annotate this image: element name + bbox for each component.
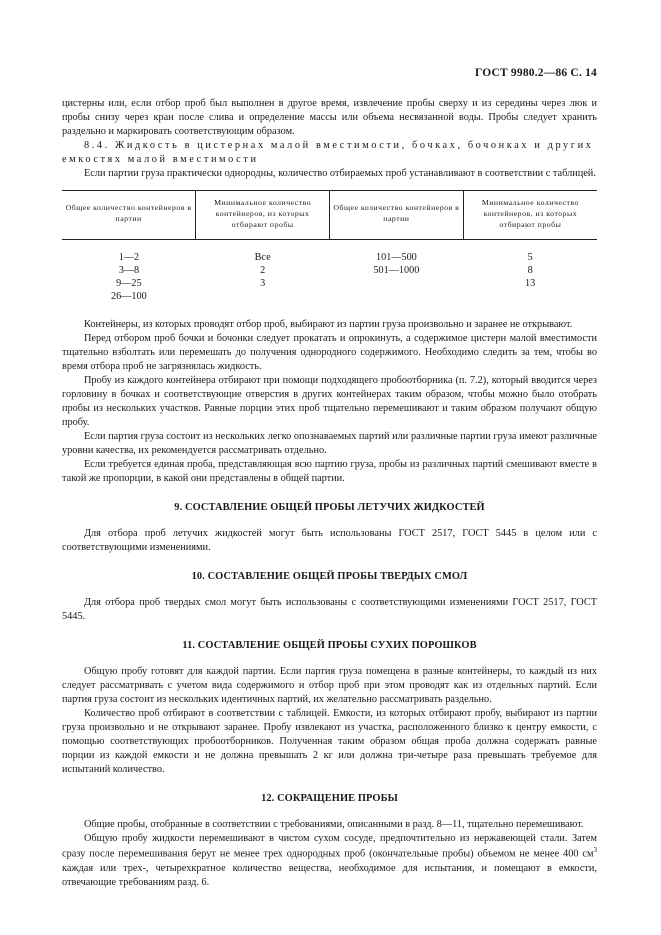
section-12-text: Общую пробу жидкости перемешивают в чистом сухом сосуде, предпочтительно из нержавеющей стали. Затем сразу после перемешивания берут не менее трех однородных проб (окончательные пробы) объемом не менее 400 см (62, 833, 597, 860)
section-12-paragraph (62, 832, 597, 889)
table-cell-col2 (196, 239, 330, 304)
table-value: 8 (527, 264, 533, 276)
paragraph: Контейнеры, из которых проводят отбор проб, выбирают из партии груза произвольно и заранее не открывают. (84, 318, 573, 330)
table-value: 501—1000 (373, 264, 420, 276)
table-cell-col1 (62, 239, 196, 304)
section-9-heading: 9. СОСТАВЛЕНИЕ ОБЩЕЙ ПРОБЫ ЛЕТУЧИХ ЖИДКОСТЕЙ (174, 501, 485, 513)
section-10-paragraph: Для отбора проб твердых смол могут быть использованы с соответствующими изменениями ГОСТ 2517, ГОСТ 5445. (62, 597, 597, 622)
table-header-cell: Общее количество контейнеров в партии (62, 191, 196, 240)
subsection-8-4-paragraph: Если партии груза практически однородны, количество отбираемых проб устанавливают в соответствии с таблицей. (84, 168, 596, 179)
paragraph: Если партия груза состоит из нескольких легко опознаваемых партий или различные партии груза имеют различные уровни качества, их рекомендуется рассматривать отдельно. (62, 430, 597, 456)
section-12-text: каждая или трех-, четырехкратное количество вещества, необходимое для испытания, и помещают в емкости, отвечающие требованиям разд. 6. (62, 862, 597, 888)
paragraph: Если требуется единая проба, представляющая всю партию груза, пробы из различных партий смешивают вместе в такой же пропорции, в какой они представлены в общей партии. (62, 458, 597, 484)
table-value: 1—2 (118, 251, 140, 263)
section-11-heading: 11. СОСТАВЛЕНИЕ ОБЩЕЙ ПРОБЫ СУХИХ ПОРОШКОВ (182, 640, 477, 651)
section-12-heading: 12. СОКРАЩЕНИЕ ПРОБЫ (261, 793, 398, 805)
table-value: 2 (260, 264, 266, 276)
table-value: 26—100 (111, 291, 147, 303)
table-value: 3 (260, 278, 266, 290)
table-value: 101—500 (376, 251, 417, 263)
table-value: Все (254, 251, 271, 263)
table-cell-col4 (463, 239, 597, 304)
table-value: 5 (527, 251, 533, 263)
table-header-row (62, 191, 597, 240)
superscript: 3 (593, 846, 597, 855)
table-value: 3—8 (118, 264, 140, 276)
subsection-8-4-title: 8.4. Жидкость в цистернах малой вместимости, бочках, бочонках и других емкостях малой вместимости (62, 140, 594, 165)
section-11-paragraph: Общую пробу готовят для каждой партии. Если партия груза помещена в разные контейнеры, то каждый из них следует рассматривать с учетом вида содержимого и отбор проб при этом проводят как из отдельных партий. Если партия груза состоит из нескольких идентичных партий, их желательно рассматривать раздельно. (62, 666, 597, 706)
table-value: 9—25 (116, 278, 142, 290)
table-header-cell: Минимальное количество контейнеров, из которых отбирают пробы (463, 191, 597, 240)
intro-paragraph: цистерны или, если отбор проб был выполнен в другое время, извлечение пробы сверху и из середины через люк и пробы снизу через кран после слива и определение массы или объема несвязанной воды. Пробы следует хранить раздельно и маркировать соответствующим образом. (62, 98, 597, 137)
table-header-cell: Общее количество контейнеров в партии (330, 191, 464, 240)
table-value: 13 (525, 278, 536, 290)
sampling-table (62, 190, 597, 304)
section-9-paragraph: Для отбора проб летучих жидкостей могут быть использованы ГОСТ 2517, ГОСТ 5445 в целом или с соответствующими изменениями. (62, 527, 597, 553)
page-header: ГОСТ 9980.2—86 С. 14 (474, 67, 597, 79)
section-10-heading: 10. СОСТАВЛЕНИЕ ОБЩЕЙ ПРОБЫ ТВЕРДЫХ СМОЛ (191, 570, 468, 582)
table-header-cell: Минимальное количество контейнеров, из которых отбирают пробы (196, 191, 330, 240)
paragraph: Перед отбором проб бочки и бочонки следует прокатать и опрокинуть, а содержимое цистерн малой вместимости тщательно взболтать или перемешать до получения однородного содержимого. Необходимо следить за тем, чтобы во время отбора проб не загрязнялась жидкость. (62, 332, 597, 372)
section-11-paragraph: Количество проб отбирают в соответствии с таблицей. Емкости, из которых отбирают пробу, выбирают из партии груза произвольно и не открывают заранее. Пробу извлекают из участка, расположенного близко к центру емкости, с помощью соответствующих пробоотборников. Полученная таким образом общая проба должна содержать равные порции из каждой емкости и не должна превышать 2 кг или должна три-четыре раза превышать требуемое для испытаний количество. (62, 708, 597, 776)
section-12-paragraph: Общие пробы, отобранные в соответствии с требованиями, описанными в разд. 8—11, тщательно перемешивают. (84, 819, 584, 831)
paragraph: Пробу из каждого контейнера отбирают при помощи подходящего пробоотборника (п. 7.2), который вводится через горловину в бочках и соответствующие отверстия в других контейнерах таким образом, чтобы можно было отобрать пробы из нескольких участков. Равные порции этих проб тщательно перемешивают и таким образом получают общую пробу. (62, 374, 597, 428)
table-cell-col3 (330, 239, 464, 304)
table-row (62, 239, 597, 304)
